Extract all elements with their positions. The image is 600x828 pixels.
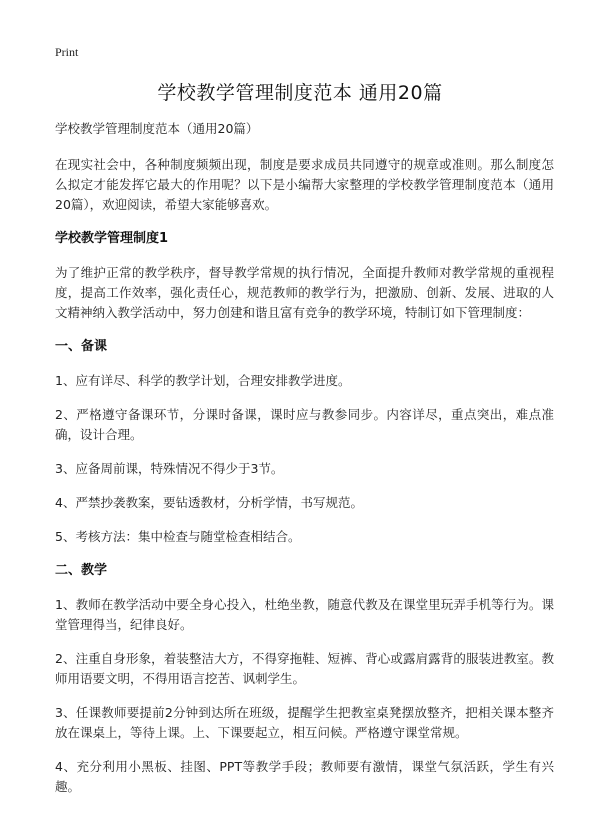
chapter-heading: 学校教学管理制度1 xyxy=(55,231,169,246)
section-heading-teaching: 二、教学 xyxy=(55,563,108,578)
list-item: 2、注重自身形象，着装整洁大方，不得穿拖鞋、短裤、背心或露肩露背的服装进教室。教师用语要文明，不得用语言挖苦、讽刺学生。 xyxy=(55,651,554,686)
list-item: 2、严格遵守备课环节，分课时备课，课时应与教参同步。内容详尽，重点突出，难点准确，设计合理。 xyxy=(55,407,554,442)
list-item: 3、任课教师要提前2分钟到达所在班级，提醒学生把教室桌凳摆放整齐，把相关课本整齐放在课桌上，等待上课。上、下课要起立，相互问候。严格遵守课堂常规。 xyxy=(55,705,554,740)
list-item: 4、严禁抄袭教案，要钻透教材，分析学情，书写规范。 xyxy=(55,495,363,510)
intro-paragraph: 在现实社会中，各种制度频频出现，制度是要求成员共同遵守的规章或准则。那么制度怎么拟定才能发挥它最大的作用呢？以下是小编帮大家整理的学校教学管理制度范本（通用20篇），欢迎阅读，希望大家能够喜欢。 xyxy=(55,157,554,212)
list-item: 3、应备周前课，特殊情况不得少于3节。 xyxy=(55,461,284,476)
document-title: 学校教学管理制度范本 通用20篇 xyxy=(157,82,443,104)
document-body xyxy=(55,120,554,811)
print-label[interactable]: Print xyxy=(55,45,79,59)
list-item: 1、应有详尽、科学的教学计划，合理安排教学进度。 xyxy=(55,373,351,388)
list-item: 4、充分利用小黑板、挂图、PPT等教学手段；教师要有激情，课堂气氛活跃，学生有兴趣。 xyxy=(55,759,554,794)
chapter-intro-paragraph: 为了维护正常的教学秩序，督导教学常规的执行情况，全面提升教师对教学常规的重视程度，提高工作效率，强化责任心，规范教师的教学行为，把激励、创新、发展、进取的人文精神纳入教学活动中，努力创建和谐且富有竞争的教学环境，特制订如下管理制度： xyxy=(55,265,554,320)
list-item: 5、考核方法：集中检查与随堂检查相结合。 xyxy=(55,529,301,544)
document-subtitle: 学校教学管理制度范本（通用20篇） xyxy=(55,121,259,136)
list-item: 1、教师在教学活动中要全身心投入，杜绝坐教，随意代教及在课堂里玩弄手机等行为。课堂管理得当，纪律良好。 xyxy=(55,597,554,632)
section-heading-lesson-prep: 一、备课 xyxy=(55,339,108,354)
